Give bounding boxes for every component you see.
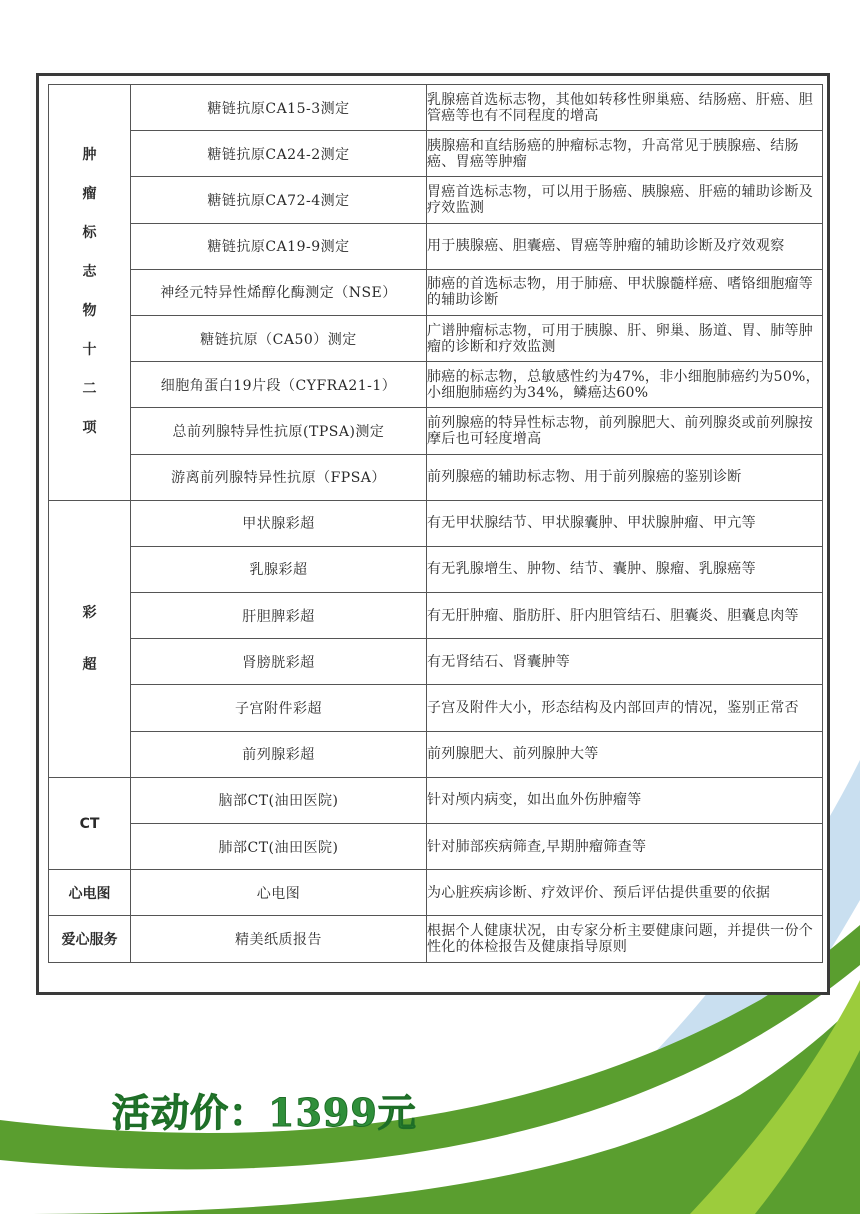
item-name: 糖链抗原（CA50）测定 (131, 315, 427, 361)
category-cell (49, 85, 131, 501)
category-label-ct: CT (79, 815, 100, 832)
category-cell (49, 870, 131, 916)
table-row (49, 546, 823, 592)
item-name: 肾膀胱彩超 (131, 639, 427, 685)
category-cell (49, 777, 131, 869)
category-label-tumor-markers: 肿瘤标志物十二项 (82, 147, 97, 437)
item-name: 糖链抗原CA24-2测定 (131, 131, 427, 177)
item-description: 胃癌首选标志物，可以用于肠癌、胰腺癌、肝癌的辅助诊断及疗效监测 (427, 177, 823, 223)
item-name: 总前列腺特异性抗原(TPSA)测定 (131, 408, 427, 454)
item-description: 有无乳腺增生、肿物、结节、囊肿、腺瘤、乳腺癌等 (427, 546, 823, 592)
item-name: 精美纸质报告 (131, 916, 427, 962)
item-name: 神经元特异性烯醇化酶测定（NSE） (131, 269, 427, 315)
item-description: 乳腺癌首选标志物，其他如转移性卵巢癌、结肠癌、肝癌、胆管癌等也有不同程度的增高 (427, 85, 823, 131)
table-row (49, 408, 823, 454)
table-row (49, 500, 823, 546)
category-cell (49, 500, 131, 777)
item-description: 用于胰腺癌、胆囊癌、胃癌等肿瘤的辅助诊断及疗效观察 (427, 223, 823, 269)
item-name: 游离前列腺特异性抗原（FPSA） (131, 454, 427, 500)
item-description: 胰腺癌和直结肠癌的肿瘤标志物，升高常见于胰腺癌、结肠癌、胃癌等肿瘤 (427, 131, 823, 177)
item-description: 有无肝肿瘤、脂肪肝、肝内胆管结石、胆囊炎、胆囊息肉等 (427, 593, 823, 639)
table-row (49, 85, 823, 131)
table-row (49, 777, 823, 823)
checkup-items-table-frame (36, 73, 830, 995)
item-description: 针对颅内病变，如出血外伤肿瘤等 (427, 777, 823, 823)
item-description: 有无甲状腺结节、甲状腺囊肿、甲状腺肿瘤、甲亢等 (427, 500, 823, 546)
table-row (49, 870, 823, 916)
item-description: 有无肾结石、肾囊肿等 (427, 639, 823, 685)
item-description: 肺癌的标志物，总敏感性约为47%，非小细胞肺癌约为50%，小细胞肺癌约为34%，鳞癌达60% (427, 362, 823, 408)
table-row (49, 685, 823, 731)
item-name: 子宫附件彩超 (131, 685, 427, 731)
item-description: 前列腺癌的辅助标志物、用于前列腺癌的鉴别诊断 (427, 454, 823, 500)
table-row (49, 223, 823, 269)
table-row (49, 177, 823, 223)
category-label-ecg: 心电图 (68, 885, 111, 902)
table-row (49, 131, 823, 177)
item-name: 糖链抗原CA15-3测定 (131, 85, 427, 131)
checkup-items-table (48, 84, 823, 963)
table-row (49, 269, 823, 315)
item-description: 根据个人健康状况，由专家分析主要健康问题，并提供一份个性化的体检报告及健康指导原则 (427, 916, 823, 962)
item-name: 细胞角蛋白19片段（CYFRA21-1） (131, 362, 427, 408)
item-description: 前列腺癌的特异性标志物，前列腺肥大、前列腺炎或前列腺按摩后也可轻度增高 (427, 408, 823, 454)
item-name: 糖链抗原CA19-9测定 (131, 223, 427, 269)
item-name: 糖链抗原CA72-4测定 (131, 177, 427, 223)
item-name: 肝胆脾彩超 (131, 593, 427, 639)
item-name: 前列腺彩超 (131, 731, 427, 777)
item-description: 肺癌的首选标志物，用于肺癌、甲状腺髓样癌、嗜铬细胞瘤等的辅助诊断 (427, 269, 823, 315)
table-row (49, 639, 823, 685)
category-cell (49, 916, 131, 962)
table-row (49, 593, 823, 639)
item-description: 为心脏疾病诊断、疗效评价、预后评估提供重要的依据 (427, 870, 823, 916)
table-row (49, 454, 823, 500)
table-row (49, 824, 823, 870)
item-description: 前列腺肥大、前列腺肿大等 (427, 731, 823, 777)
item-description: 广谱肿瘤标志物，可用于胰腺、肝、卵巢、肠道、胃、肺等肿瘤的诊断和疗效监测 (427, 315, 823, 361)
item-name: 肺部CT(油田医院) (131, 824, 427, 870)
item-name: 乳腺彩超 (131, 546, 427, 592)
item-description: 针对肺部疾病筛查,早期肿瘤筛查等 (427, 824, 823, 870)
table-row (49, 315, 823, 361)
item-name: 心电图 (131, 870, 427, 916)
item-name: 甲状腺彩超 (131, 500, 427, 546)
item-description: 子宫及附件大小，形态结构及内部回声的情况，鉴别正常否 (427, 685, 823, 731)
category-label-ultrasound: 彩超 (82, 604, 97, 673)
item-name: 脑部CT(油田医院) (131, 777, 427, 823)
table-row (49, 362, 823, 408)
promo-price: 活动价：1399元 (112, 1090, 417, 1135)
table-row (49, 916, 823, 962)
category-label-care-service: 爱心服务 (61, 931, 118, 948)
table-row (49, 731, 823, 777)
